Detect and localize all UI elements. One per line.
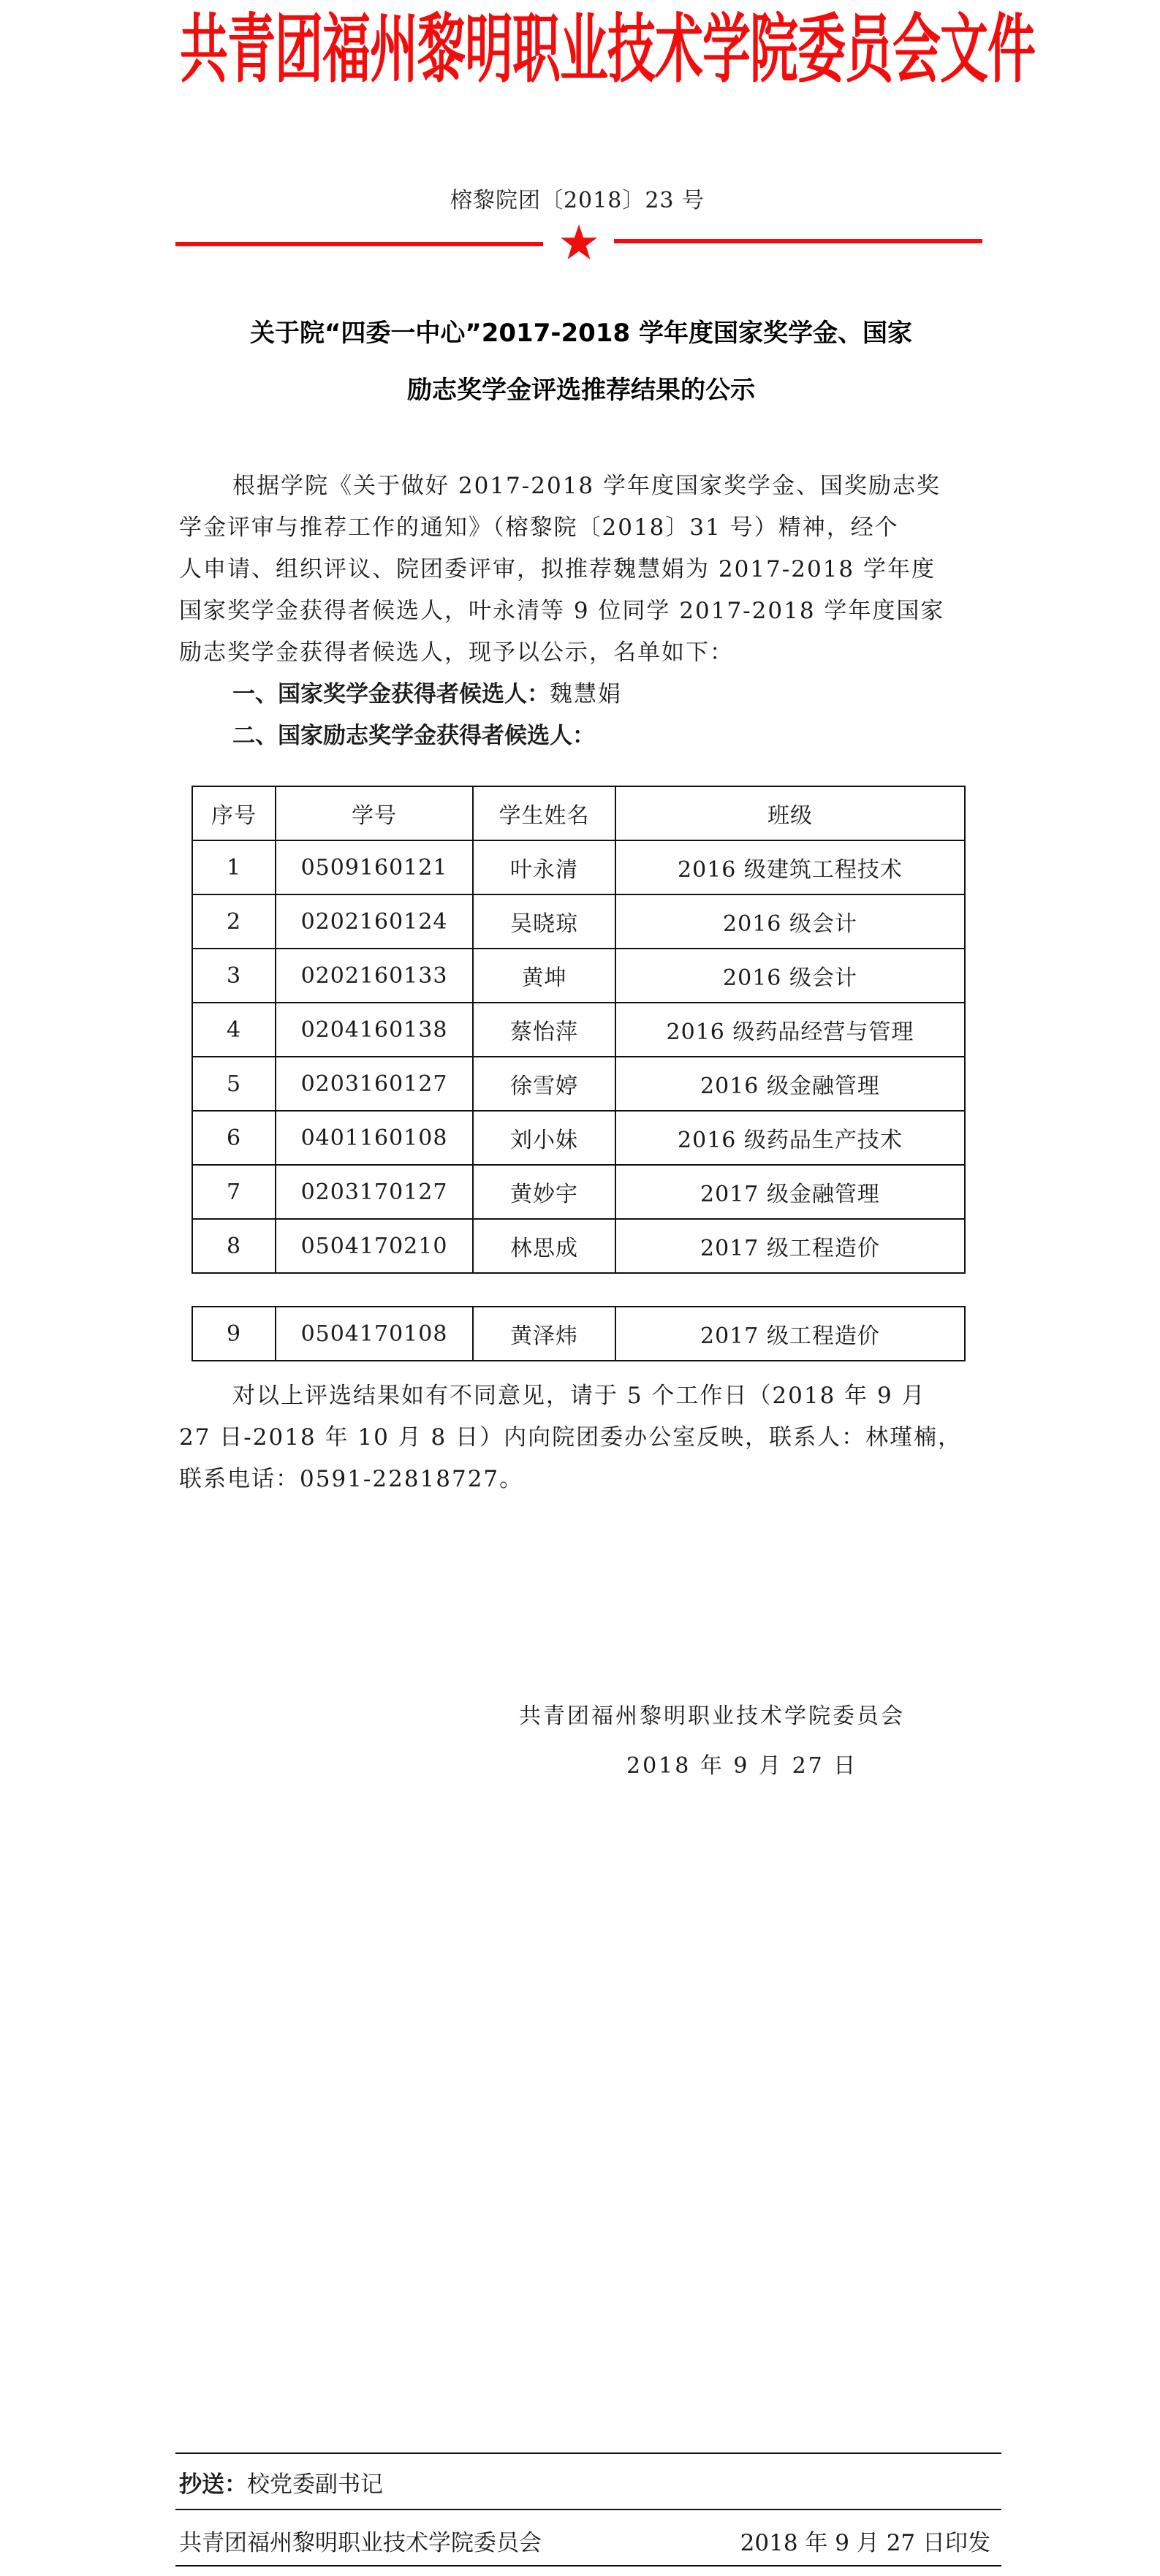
cell-student-name: 刘小妹 [473,1111,615,1165]
footer-rule-bottom [175,2565,1001,2566]
paragraph-line: 学金评审与推荐工作的通知》（榕黎院〔2018〕31 号）精神，经个 [179,514,899,541]
cell-index: 3 [192,949,276,1003]
cc-value: 校党委副书记 [247,2471,383,2498]
cell-student-name: 叶永清 [473,840,615,894]
cc-line [179,2469,990,2501]
notice-line: 联系电话：0591-22818727。 [179,1466,524,1492]
cell-class: 2017 级工程造价 [615,1219,965,1273]
table-row [192,1165,965,1219]
cell-student-id: 0202160133 [276,949,473,1003]
cell-student-name: 黄妙宇 [473,1165,615,1219]
issue-line [179,2527,990,2559]
cell-class: 2016 级会计 [615,949,965,1003]
notice-line: 27 日-2018 年 10 月 8 日）内向院团委办公室反映，联系人：林瑾楠， [179,1424,963,1451]
cell-index: 9 [192,1307,276,1361]
table-row [192,949,965,1003]
cell-student-id: 0203160127 [276,1057,473,1111]
issue-date: 2018 年 9 月 27 日印发 [740,2530,990,2556]
signature-org: 共青团福州黎明职业技术学院委员会 [519,1703,905,1729]
star-icon [560,224,598,262]
cell-student-id: 0204160138 [276,1003,473,1057]
cell-student-name: 吴晓琼 [473,894,615,949]
table-row [192,1003,965,1057]
document-masthead [180,5,1035,94]
cell-student-name: 林思成 [473,1219,615,1273]
cell-student-id: 0504170108 [276,1307,473,1361]
cell-class: 2016 级药品经营与管理 [615,1003,965,1057]
cell-student-name: 黄坤 [473,949,615,1003]
red-divider-right [614,239,982,243]
table-row [192,840,965,894]
cell-student-id: 0401160108 [276,1111,473,1165]
cell-index: 4 [192,1003,276,1057]
table-row [192,1219,965,1273]
footer-rule-middle [175,2509,1001,2510]
cell-student-name: 蔡怡萍 [473,1003,615,1057]
section-1 [232,678,622,710]
cell-class: 2017 级工程造价 [615,1307,965,1361]
paragraph-line: 国家奖学金获得者候选人，叶永清等 9 位同学 2017-2018 学年度国家 [179,598,945,624]
signature-date: 2018 年 9 月 27 日 [626,1753,858,1779]
table-header-row [192,786,965,840]
section-1-label: 一、国家奖学金获得者候选人： [232,681,550,707]
cell-student-id: 0202160124 [276,894,473,949]
notice-title-line-1: 关于院“四委一中心”2017-2018 学年度国家奖学金、国家 [250,319,912,348]
notice-line: 对以上评选结果如有不同意见，请于 5 个工作日（2018 年 9 月 [232,1383,926,1409]
cell-student-name: 黄泽炜 [473,1307,615,1361]
header-cell-class: 班级 [615,786,965,840]
cc-label: 抄送： [179,2471,247,2498]
table-row [192,1057,965,1111]
cell-student-id: 0203170127 [276,1165,473,1219]
cell-class: 2017 级金融管理 [615,1165,965,1219]
cell-index: 8 [192,1219,276,1273]
section-1-value: 魏慧娟 [550,681,622,707]
candidates-table-continued [192,1306,966,1361]
table-row [192,1307,965,1361]
section-2-label: 二、国家励志奖学金获得者候选人： [232,723,595,749]
paragraph-line: 励志奖学金获得者候选人，现予以公示，名单如下： [179,639,734,666]
cell-index: 7 [192,1165,276,1219]
table-row [192,894,965,949]
paragraph-line: 人申请、组织评议、院团委评审，拟推荐魏慧娟为 2017-2018 学年度 [179,556,936,582]
issuer: 共青团福州黎明职业技术学院委员会 [179,2530,542,2556]
cell-class: 2016 级金融管理 [615,1057,965,1111]
cell-student-name: 徐雪婷 [473,1057,615,1111]
cell-class: 2016 级会计 [615,894,965,949]
cell-student-id: 0504170210 [276,1219,473,1273]
table-row [192,1111,965,1165]
cell-index: 6 [192,1111,276,1165]
cell-index: 1 [192,840,276,894]
masthead-text: 共青团福州黎明职业技术学院委员会文件 [180,5,1035,94]
cell-class: 2016 级药品生产技术 [615,1111,965,1165]
section-2 [232,720,595,752]
footer-rule-top [175,2452,1001,2454]
document-number: 榕黎院团〔2018〕23 号 [450,188,705,213]
notice-title-line-2: 励志奖学金评选推荐结果的公示 [407,376,755,405]
header-cell-student-id: 学号 [276,786,473,840]
cell-index: 2 [192,894,276,949]
cell-index: 5 [192,1057,276,1111]
paragraph-line: 根据学院《关于做好 2017-2018 学年度国家奖学金、国奖励志奖 [232,473,941,499]
header-cell-student-name: 学生姓名 [473,786,615,840]
cell-student-id: 0509160121 [276,840,473,894]
header-cell-index: 序号 [192,786,276,840]
cell-class: 2016 级建筑工程技术 [615,840,965,894]
candidates-table [192,786,966,1274]
red-divider-left [175,242,543,246]
